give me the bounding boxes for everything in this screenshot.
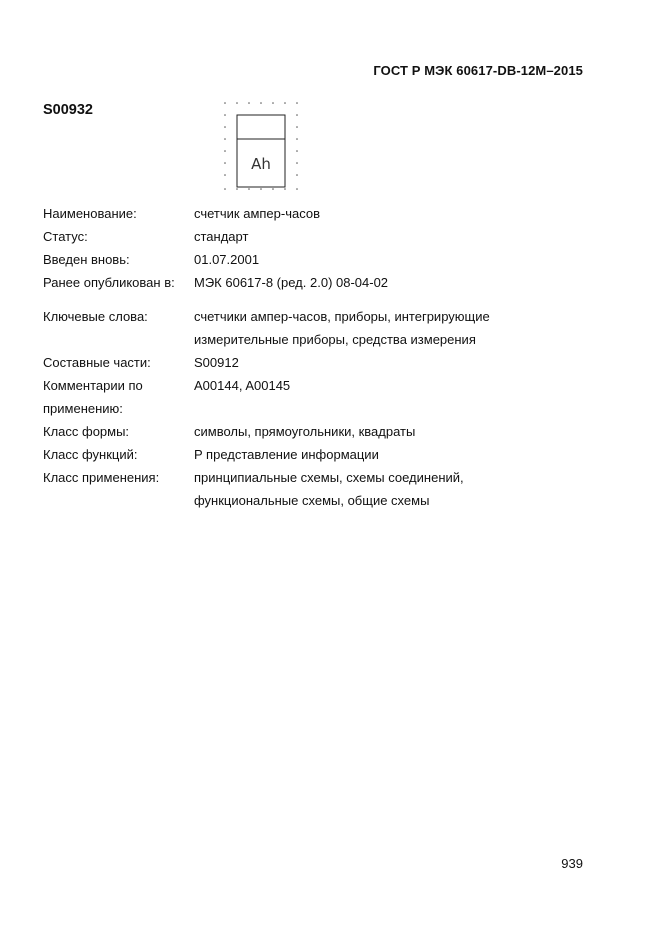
meter-unit-label: Ah: [251, 155, 271, 173]
field-row-introduced: [43, 248, 603, 271]
field-label: Класс формы:: [43, 424, 130, 439]
field-row-name: [43, 202, 603, 225]
field-label: Составные части:: [43, 355, 151, 370]
field-list: [43, 202, 603, 512]
field-value: принципиальные схемы, схемы соединений, функциональные схемы, общие схемы: [194, 470, 464, 508]
field-value: 01.07.2001: [194, 252, 260, 267]
field-value: символы, прямоугольники, квадраты: [194, 424, 416, 439]
field-row-function-class: [43, 443, 603, 466]
field-value: счетчик ампер-часов: [194, 206, 320, 221]
field-label: Ранее опубликован в:: [43, 275, 175, 290]
field-value: счетчики ампер-часов, приборы, интегрирующие измерительные приборы, средства измерения: [194, 309, 490, 347]
symbol-drawing: [222, 100, 302, 192]
symbol-figure: [222, 100, 302, 192]
field-label: Введен вновь:: [43, 252, 130, 267]
field-row-shape-class: [43, 420, 603, 443]
section-gap: [43, 294, 603, 305]
field-row-comments: [43, 374, 603, 420]
symbol-code: S00932: [43, 102, 93, 118]
field-value: МЭК 60617-8 (ред. 2.0) 08-04-02: [194, 275, 389, 290]
field-value: стандарт: [194, 229, 249, 244]
field-row-status: [43, 225, 603, 248]
field-label: Класс функций:: [43, 447, 138, 462]
field-value: A00144, A00145: [194, 378, 291, 393]
field-value: P представление информации: [194, 447, 379, 462]
page-number: 939: [561, 856, 583, 871]
field-label: Наименование:: [43, 206, 137, 221]
field-row-published: [43, 271, 603, 294]
field-label: Ключевые слова:: [43, 309, 148, 324]
meter-outer-rect: [237, 115, 285, 187]
field-row-keywords: [43, 305, 603, 351]
field-row-components: [43, 351, 603, 374]
field-row-application-class: [43, 466, 603, 512]
field-value: S00912: [194, 355, 239, 370]
field-label: Класс применения:: [43, 470, 160, 485]
field-label: Статус:: [43, 229, 88, 244]
field-label: Комментарии по применению:: [43, 378, 143, 416]
document-header: ГОСТ Р МЭК 60617-DB-12M–2015: [373, 63, 583, 78]
